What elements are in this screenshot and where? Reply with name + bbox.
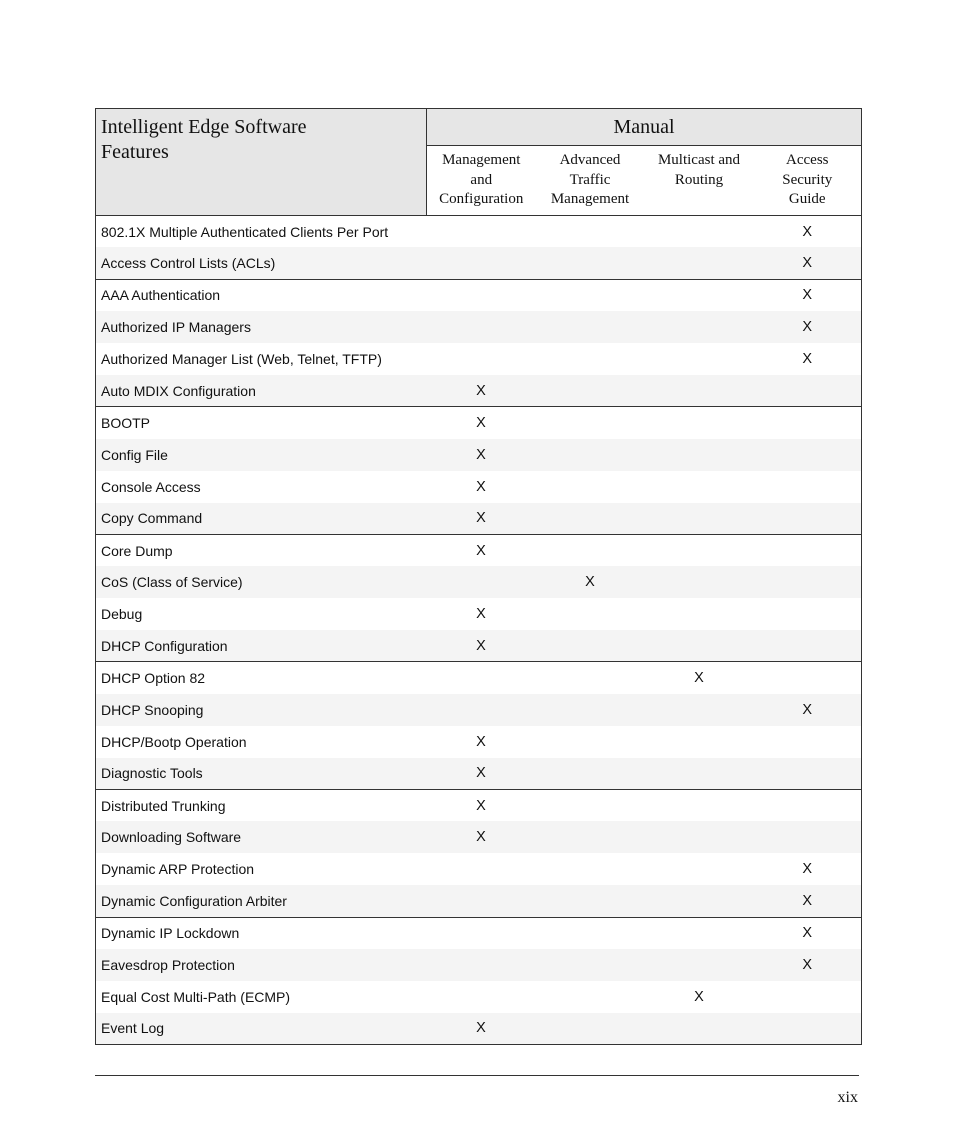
manual-mark-cell: [645, 216, 754, 248]
manual-mark-cell: [754, 790, 862, 822]
table-row: [96, 279, 862, 311]
manual-mark-cell: [754, 503, 862, 535]
manual-mark-cell: [645, 949, 754, 981]
manual-mark-cell: [645, 311, 754, 343]
manual-mark-cell: [427, 279, 536, 311]
feature-name: Dynamic Configuration Arbiter: [96, 885, 427, 917]
table-row: [96, 630, 862, 662]
manual-mark-cell: [536, 981, 645, 1013]
manual-mark-cell: [754, 758, 862, 790]
column-header-multicast-and-routing: Multicast and Routing: [645, 146, 754, 216]
manual-mark-cell: [427, 311, 536, 343]
manual-mark-cell: [427, 981, 536, 1013]
manual-mark-cell: [645, 726, 754, 758]
manual-mark-cell: [754, 471, 862, 503]
manual-mark-cell: X: [754, 885, 862, 917]
manual-mark-cell: [754, 439, 862, 471]
manual-mark-cell: [645, 407, 754, 439]
manual-mark-cell: [754, 598, 862, 630]
table-row: [96, 981, 862, 1013]
manual-mark-cell: [536, 407, 645, 439]
manual-mark-cell: X: [536, 566, 645, 598]
table-row: [96, 343, 862, 375]
manual-mark-cell: [645, 375, 754, 407]
feature-name: Distributed Trunking: [101, 797, 226, 814]
feature-name: Debug: [101, 606, 143, 623]
feature-name: Diagnostic Tools: [96, 758, 427, 790]
manual-mark-cell: X: [694, 988, 704, 1005]
manual-mark-cell: [536, 853, 645, 885]
manual-mark-cell: X: [427, 503, 536, 535]
manual-mark-cell: X: [476, 606, 486, 623]
manual-mark-cell: [754, 821, 862, 853]
manual-mark-cell: X: [802, 925, 813, 942]
column-header-management-and-configuration: Management and Configuration: [427, 146, 536, 216]
manual-mark-cell: [536, 471, 645, 503]
table-row: [96, 471, 862, 503]
manual-mark-cell: [536, 821, 645, 853]
manual-mark-cell: [427, 917, 536, 949]
manual-mark-cell: [536, 630, 645, 662]
feature-manual-table: [95, 108, 862, 1045]
manual-mark-cell: X: [476, 733, 486, 750]
manual-mark-cell: [645, 279, 754, 311]
manual-mark-cell: [645, 247, 754, 279]
table-row: [96, 503, 862, 535]
manual-mark-cell: [536, 758, 645, 790]
manual-mark-cell: [645, 1013, 754, 1045]
manual-mark-cell: [427, 885, 536, 917]
table-row: [96, 853, 862, 885]
manual-mark-cell: X: [476, 415, 486, 432]
feature-name: Dynamic IP Lockdown: [101, 925, 240, 942]
manual-mark-cell: X: [802, 287, 813, 304]
manual-mark-cell: [427, 694, 536, 726]
manual-mark-cell: X: [476, 478, 486, 495]
feature-name: Core Dump: [101, 542, 173, 559]
manual-mark-cell: [536, 949, 645, 981]
table-row: [96, 662, 862, 694]
manual-mark-cell: [536, 694, 645, 726]
manual-mark-cell: X: [427, 439, 536, 471]
manual-mark-cell: [427, 853, 536, 885]
manual-mark-cell: [645, 471, 754, 503]
manual-mark-cell: [754, 566, 862, 598]
feature-name: DHCP Configuration: [96, 630, 427, 662]
manual-mark-cell: [427, 662, 536, 694]
manual-mark-cell: [536, 279, 645, 311]
manual-group-header: Manual: [427, 109, 862, 146]
manual-mark-cell: [645, 630, 754, 662]
manual-mark-cell: [536, 885, 645, 917]
feature-name: Config File: [96, 439, 427, 471]
manual-mark-cell: X: [754, 311, 862, 343]
manual-mark-cell: [645, 758, 754, 790]
table-row: [96, 790, 862, 822]
feature-name: AAA Authentication: [101, 287, 221, 304]
table-row: [96, 694, 862, 726]
table-row: [96, 311, 862, 343]
manual-mark-cell: [536, 216, 645, 248]
manual-mark-cell: X: [694, 670, 704, 687]
manual-mark-cell: [536, 503, 645, 535]
manual-mark-cell: [645, 439, 754, 471]
table-row: [96, 534, 862, 566]
table-row: [96, 247, 862, 279]
manual-mark-cell: [536, 439, 645, 471]
manual-mark-cell: [536, 917, 645, 949]
manual-mark-cell: [754, 662, 862, 694]
manual-mark-cell: [536, 662, 645, 694]
feature-name: 802.1X Multiple Authenticated Clients Per Port: [101, 223, 389, 240]
table-row: [96, 758, 862, 790]
manual-mark-cell: X: [427, 758, 536, 790]
table-row: [96, 216, 862, 248]
manual-mark-cell: [754, 630, 862, 662]
feature-name: Access Control Lists (ACLs): [96, 247, 427, 279]
feature-name: Console Access: [101, 478, 201, 495]
manual-mark-cell: [645, 917, 754, 949]
manual-mark-cell: [645, 566, 754, 598]
feature-column-header: [96, 109, 427, 216]
manual-mark-cell: X: [427, 375, 536, 407]
column-header-access-security-guide: Access Security Guide: [754, 146, 862, 216]
manual-mark-cell: X: [802, 861, 813, 878]
table-row: [96, 726, 862, 758]
footer-divider: [95, 1075, 859, 1076]
table-row: [96, 1013, 862, 1045]
manual-mark-cell: [645, 821, 754, 853]
manual-mark-cell: [536, 1013, 645, 1045]
manual-mark-cell: [645, 694, 754, 726]
feature-name: Equal Cost Multi-Path (ECMP): [101, 988, 291, 1005]
manual-mark-cell: X: [427, 821, 536, 853]
table-row: [96, 439, 862, 471]
table-row: [96, 949, 862, 981]
feature-name: Authorized IP Managers: [96, 311, 427, 343]
manual-mark-cell: [754, 407, 862, 439]
feature-name: Copy Command: [96, 503, 427, 535]
table-row: [96, 566, 862, 598]
table-row: [96, 917, 862, 949]
manual-mark-cell: [645, 885, 754, 917]
manual-mark-cell: [754, 981, 862, 1013]
feature-name: DHCP Option 82: [101, 670, 206, 687]
manual-mark-cell: [536, 534, 645, 566]
manual-mark-cell: [645, 853, 754, 885]
feature-name: BOOTP: [101, 415, 151, 432]
manual-mark-cell: X: [754, 949, 862, 981]
manual-mark-cell: [536, 247, 645, 279]
feature-name: Auto MDIX Configuration: [96, 375, 427, 407]
manual-mark-cell: [427, 343, 536, 375]
manual-mark-cell: [536, 375, 645, 407]
manual-mark-cell: [754, 534, 862, 566]
manual-mark-cell: [427, 566, 536, 598]
manual-mark-cell: [427, 247, 536, 279]
manual-mark-cell: [645, 503, 754, 535]
feature-name: DHCP/Bootp Operation: [101, 733, 247, 750]
manual-mark-cell: [536, 790, 645, 822]
manual-mark-cell: [754, 1013, 862, 1045]
table-row: [96, 407, 862, 439]
table-row: [96, 821, 862, 853]
table-row: [96, 375, 862, 407]
manual-mark-cell: X: [427, 630, 536, 662]
column-header-advanced-traffic-management: Advanced Traffic Management: [536, 146, 645, 216]
manual-mark-cell: X: [476, 797, 486, 814]
manual-mark-cell: [754, 375, 862, 407]
manual-mark-cell: [645, 598, 754, 630]
manual-mark-cell: X: [802, 351, 813, 367]
feature-name: DHCP Snooping: [96, 694, 427, 726]
feature-name: Event Log: [96, 1013, 427, 1045]
manual-mark-cell: [754, 726, 862, 758]
feature-name: Downloading Software: [96, 821, 427, 853]
feature-name: Eavesdrop Protection: [96, 949, 427, 981]
feature-name: CoS (Class of Service): [96, 566, 427, 598]
manual-mark-cell: [645, 534, 754, 566]
manual-mark-cell: X: [802, 223, 813, 240]
manual-mark-cell: X: [754, 694, 862, 726]
page-number: xix: [837, 1089, 858, 1106]
manual-mark-cell: [536, 726, 645, 758]
table-row: [96, 885, 862, 917]
manual-mark-cell: [536, 343, 645, 375]
feature-header-line: Intelligent Edge Software: [101, 116, 307, 138]
manual-mark-cell: X: [476, 542, 486, 559]
feature-name: Authorized Manager List (Web, Telnet, TFTP): [101, 351, 382, 367]
feature-header-line: Features: [101, 141, 169, 163]
feature-name: Dynamic ARP Protection: [101, 861, 255, 878]
manual-mark-cell: X: [754, 247, 862, 279]
manual-mark-cell: [427, 949, 536, 981]
manual-mark-cell: [645, 343, 754, 375]
manual-mark-cell: [645, 790, 754, 822]
table-row: [96, 598, 862, 630]
manual-mark-cell: [536, 598, 645, 630]
manual-mark-cell: X: [427, 1013, 536, 1045]
table-body: [96, 216, 862, 1045]
manual-mark-cell: [536, 311, 645, 343]
manual-mark-cell: [427, 216, 536, 248]
